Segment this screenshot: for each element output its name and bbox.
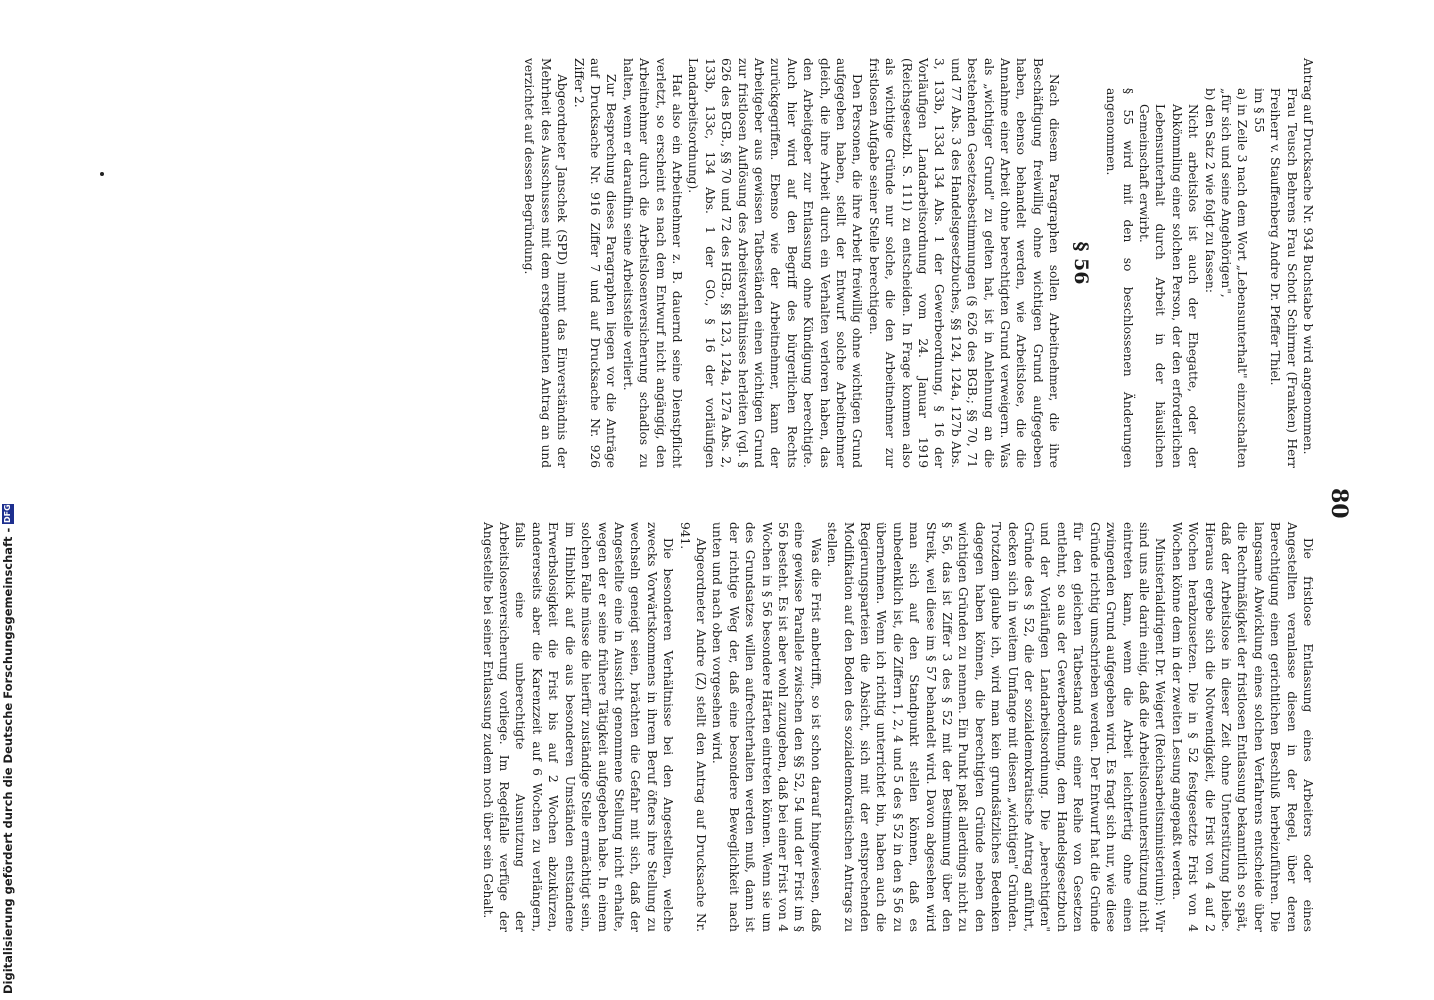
paragraph: § 55 wird mit den so beschlossenen Änderungen angenommen. — [1104, 88, 1135, 468]
footer-attribution-strip — [0, 0, 16, 1000]
amendment-a: a) in Zeile 3 nach dem Wort „Lebensunterhalt" einzuschalten „für sich und seine Angehörigen", — [1218, 88, 1250, 468]
dfg-logo-icon: DFG — [3, 504, 12, 523]
amendment-b: b) den Satz 2 wie folgt zu fassen: — [1202, 88, 1217, 293]
left-column — [521, 58, 1316, 468]
paragraph: Die fristlose Entlassung eines Arbeiters oder eines Angestellten veranlasse diesen in der Regel, über deren Berechtigung einen gerichtlichen Beschluß herbeizuführen. Die langsame Abwicklung eines solchen Verfahrens entscheide über die Rechtmäßigkeit der fristlosen Entlassung bekanntlich so spät, daß der Arbeitslose in dieser Zeit ohne Unterstützung bleibe. Hieraus ergebe sich die Notwendigkeit, die Frist von 4 auf 2 Wochen herabzusetzen. Die in § 52 festgesetzte Frist von 4 Wochen könne dem in der zweiten Lesung angepaßt werden. — [1169, 522, 1315, 932]
paragraph: im § 55 — [1251, 88, 1266, 133]
paragraph: Ministerialdirigent Dr. Weigert (Reichsarbeitsministerium): Wir sind uns alle darin einig, daß die Arbeitslosenunterstützung nicht eintreten kann, wenn die Arbeit leichtfertig ohne einen zwingenden Grund aufgegeben wird. Es fragt sich nur, wie diese Gründe richtig umschrieben werden. Der Entwurf hat die Gründe für den gleichen Tatbestand aus einer Reihe von Gesetzen entlehnt, so aus der Gewerbeordnung, dem Handelsgesetzbuch und der Vorläufigen Landarbeitsordnung. Die „berechtigten" Gründe des § 52, die der sozialdemokratische Antrag anführt, decken sich in weitem Umfange mit diesen „wichtigen" Gründen. Trotzdem glaube ich, wird man kein grundsätzliches Bedenken dagegen haben können, die berechtigten Gründe neben den wichtigen Gründen zu nennen. Ein Punkt paßt allerdings nicht zu § 56, das ist Ziffer 3 des § 52 mit der Bestimmung über den Streik, weil diese im § 57 behandelt wird. Davon abgesehen wird man sich auf den Standpunkt stellen können, daß es unbedenklich ist, die Ziffern 1, 2, 4 und 5 des § 52 in den § 56 zu übernehmen. Wenn ich richtig unterrichtet bin, haben auch die Regierungsparteien die Absicht, sich mit der entsprechenden Modifikation auf den Boden des sozialdemokratischen Antrags zu stellen. — [825, 522, 1168, 932]
paragraph: Abgeordneter Janschek (SPD) nimmt das Einverständnis der Mehrheit des Ausschusses mit dem erstgenannten Antrag an und verzichtet auf dessen Begründung. — [522, 58, 570, 468]
paragraph: Abgeordneter Andre (Z) stellt den Antrag auf Drucksache Nr. 941. — [677, 522, 708, 932]
paragraph: Was die Frist anbetrifft, so ist schon darauf hingewiesen, daß eine gewisse Parallele zwischen den §§ 52, 54 und der Frist im § 56 besteht. Es ist aber wohl zuzugeben, daß bei einer Frist von 4 Wochen in § 56 besondere Härten eintreten können. Wenn sie um des Grundsatzes willen aufrechterhalten werden muß, dann ist der richtige Weg der, daß eine besondere Beweglichkeit nach unten und nach oben vorgesehen wird. — [710, 522, 823, 932]
paragraph: Den Personen, die ihre Arbeit freiwillig ohne wichtigen Grund aufgegeben haben, stellt der Entwurf solche Arbeitnehmer gleich, die ihre Arbeit durch ein Verhalten verloren haben, das den Arbeitgeber zur Entlassung ohne Kündigung berechtigte. Auch hier wird auf den Begriff des bürgerlichen Rechts zurückgegriffen. Ebenso wie der Arbeitnehmer, kann der Arbeitgeber aus gewissen Tatbeständen einen wichtigen Grund zur fristlosen Auflösung des Arbeitsverhältnisses herleiten (vgl. § 626 des BGB., §§ 70 und 72 des HGB., §§ 123, 124a, 127a Abs. 2, 133b, 133c, 134 Abs. 1 der GO., § 16 der vorläufigen Landarbeitsordnung). — [686, 58, 865, 468]
paragraph: Hat also ein Arbeitnehmer z. B. dauernd seine Dienstpflicht verletzt, so erscheint es nach dem Entwurf nicht angängig, den Arbeitnehmer durch die Arbeitslosenversicherung schadlos zu halten, wenn er daraufhin seine Arbeitsstelle verliert. — [620, 58, 684, 468]
paragraph: Nach diesem Paragraphen sollen Arbeitnehmer, die ihre Beschäftigung freiwillig ohne wichtigen Grund aufgegeben haben, ebenso behandelt werden, wie Arbeitslose, die die Annahme einer Arbeit ohne berechtigten Grund verweigern. Was als „wichtiger Grund" zu gelten hat, ist in Anlehnung an die bestehenden Gesetzesbestimmungen (§ 626 des BGB.; §§ 70, 71 und 77 Abs. 3 des Handelsgesetzbuches, §§ 124, 124a, 127b Abs. 3, 133b, 133d 134 Abs. 1 der Gewerbeordnung, § 16 der Vorläufigen Landarbeitsordnung vom 24. Januar 1919 (Reichsgesetzbl. S. 111) zu entscheiden. In Frage kommen also als wichtige Gründe nur solche, die den Arbeitnehmer zur fristlosen Aufgabe seiner Stelle berechtigen. — [866, 58, 1062, 468]
section-heading: § 56 — [1069, 241, 1092, 285]
right-column — [479, 522, 1316, 932]
speck — [100, 172, 104, 176]
paragraph: Die besonderen Verhältnisse bei den Angestellten, welche zwecks Vorwärtskommens in ihrem Beruf öfters ihre Stellung zu wechseln geneigt seien, brächten die Gefahr mit sich, daß der Angestellte eine in Aussicht genommene Stellung nicht erhalte, wegen der er seine frühere Tätigkeit aufgegeben habe. In einem solchen Falle müsse die hierfür zuständige Stelle ermächtigt sein, im Hinblick auf die aus besonderen Umständen entstandene Erwerbslosigkeit die Frist bis auf 2 Wochen abzukürzen, andererseits aber die Karenzzeit auf 6 Wochen zu verlängern, falls eine unberechtigte Ausnutzung der Arbeitslosenversicherung vorliege. Im Regelfalle verfüge der Angestellte bei seiner Entlassung zudem noch über sein Gehalt. — [480, 522, 676, 932]
amendment-text: Nicht arbeitslos ist auch der Ehegatte, oder der Abkömmling einer solchen Person, der den erforderlichen Lebensunterhalt durch Arbeit in der häuslichen Gemeinschaft erwirbt. — [1136, 104, 1201, 468]
paragraph: Antrag auf Drucksache Nr. 934 Buchstabe b wird angenommen. — [1301, 58, 1315, 455]
member-list: Frau Teusch Behrens Frau Schott Schirmer (Franken) Herr Freiherr v. Stauffenberg Andre Dr. Pfeffer Thiel. — [1268, 88, 1299, 468]
page-number: 80 — [1326, 488, 1352, 519]
footer-attribution: Digitalisierung gefördert durch die Deutsche Forschungsgemeinschaft - — [1, 527, 15, 994]
paragraph: Zur Besprechung dieses Paragraphen liegen vor die Anträge auf Drucksache Nr. 916 Ziffer 7 und auf Drucksache Nr. 926 Ziffer 2. — [571, 58, 619, 468]
